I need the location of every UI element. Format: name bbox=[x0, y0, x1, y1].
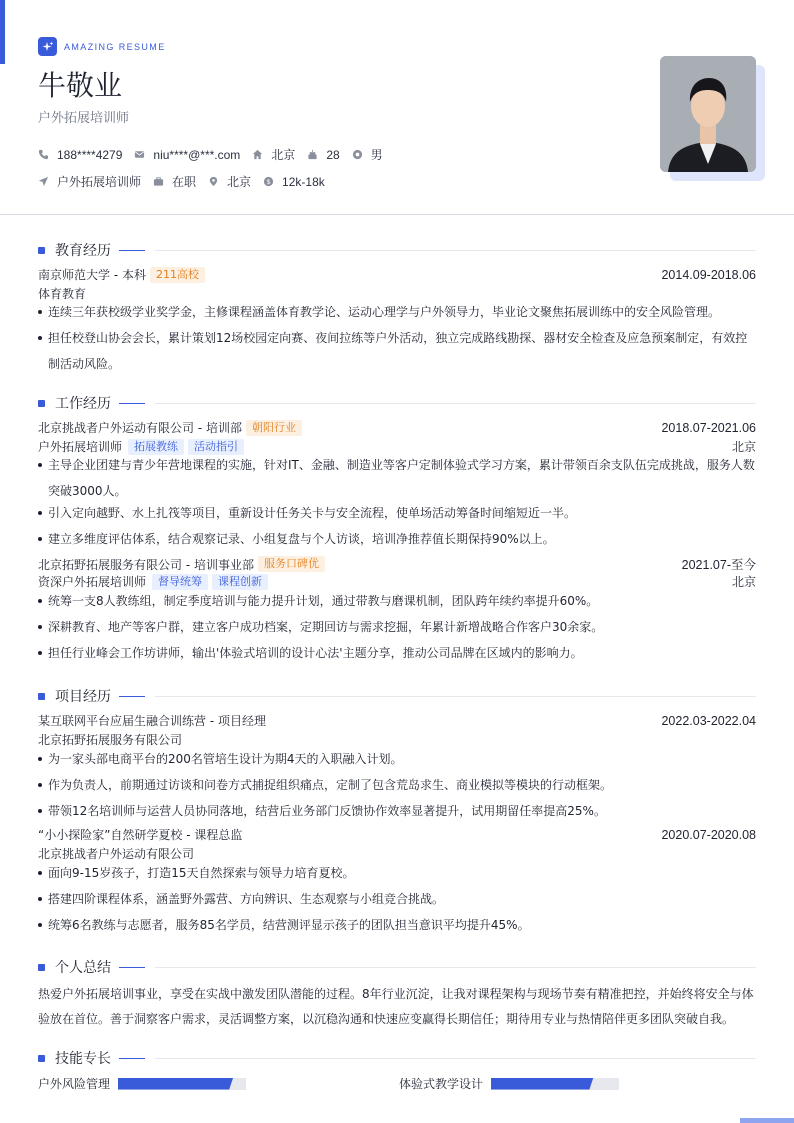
city-info: 北京 bbox=[252, 146, 295, 163]
company-tag: 服务口碑优 bbox=[258, 556, 325, 572]
list-item: 作为负责人，前期通过访谈和问卷方式捕捉组织痛点，定制了包含荒岛求生、商业模拟等模块的行动框架。 bbox=[38, 772, 756, 798]
email-info: niu****@***.com bbox=[134, 148, 240, 162]
skill-level-bar bbox=[491, 1078, 619, 1090]
work-city: 北京 bbox=[731, 575, 756, 589]
project-org: 北京拓野拓展服务有限公司 bbox=[38, 733, 183, 747]
work-city: 北京 bbox=[731, 440, 756, 454]
list-item: 担任校登山协会会长，累计策划12场校园定向赛、夜间拉练等户外活动，独立完成路线勘探、器材安全检查及应急预案制定，有效控制活动风险。 bbox=[38, 325, 756, 377]
salary-info: $ 12k-18k bbox=[263, 175, 325, 189]
education-section-header bbox=[38, 240, 756, 260]
contact-row bbox=[38, 146, 395, 163]
work-date: 2021.07-至今 bbox=[681, 558, 756, 572]
list-item: 统筹一支8人教练组，制定季度培训与能力提升计划，通过带教与磨课机制，团队跨年续约率提升60%。 bbox=[38, 588, 756, 614]
school-name: 南京师范大学 - 本科 bbox=[38, 268, 146, 282]
education-date: 2014.09-2018.06 bbox=[661, 267, 756, 282]
section-bullet-icon bbox=[38, 400, 45, 407]
job-intent-row bbox=[38, 173, 337, 190]
bottom-accent-bar bbox=[740, 1118, 794, 1123]
work-section-header bbox=[38, 393, 756, 413]
project-org: 北京挑战者户外运动有限公司 bbox=[38, 847, 195, 861]
list-item: 面向9-15岁孩子，打造15天自然探索与领导力培育夏校。 bbox=[38, 860, 756, 886]
mail-icon bbox=[134, 149, 145, 160]
project-date: 2022.03-2022.04 bbox=[661, 713, 756, 728]
brand-logo bbox=[38, 37, 166, 56]
skill-item bbox=[399, 1075, 619, 1092]
section-title: 项目经历 bbox=[55, 689, 111, 705]
gender-info: 男 bbox=[352, 146, 383, 163]
section-title: 工作经历 bbox=[55, 396, 111, 412]
summary-text: 热爱户外拓展培训事业，享受在实战中激发团队潜能的过程。8年行业沉淀，让我对课程架构与现场节奏有精准把控，并始终将安全与体验放在首位。善于洞察客户需求，灵活调整方案，以沉稳沟通和快速应变赢得长期信任；期待用专业与热情陪伴更多团队突破自我。 bbox=[38, 987, 754, 1026]
project-name: 某互联网平台应届生融合训练营 - 项目经理 bbox=[38, 714, 266, 728]
skill-name: 户外风险管理 bbox=[38, 1077, 111, 1091]
project-entry-header bbox=[38, 826, 756, 843]
skill-item bbox=[38, 1075, 246, 1092]
status-info: 在职 bbox=[153, 173, 196, 190]
role-tag: 活动指引 bbox=[188, 439, 244, 455]
list-item: 担任行业峰会工作坊讲师，输出'体验式培训的设计心法'主题分享，推动公司品牌在区域内的影响力。 bbox=[38, 640, 756, 666]
section-bullet-icon bbox=[38, 693, 45, 700]
section-bullet-icon bbox=[38, 1055, 45, 1062]
sparkle-icon bbox=[38, 37, 57, 56]
role-name: 资深户外拓展培训师 bbox=[38, 575, 147, 589]
list-item: 主导企业团建与青少年营地课程的实施，针对IT、金融、制造业等客户定制体验式学习方案，累计带领百余支队伍完成挑战，服务人数突破3000人。 bbox=[38, 452, 756, 504]
location-pin-icon bbox=[208, 176, 219, 187]
education-entry-header bbox=[38, 266, 756, 283]
list-item: 深耕教育、地产等客户群，建立客户成功档案，定期回访与需求挖掘，年累计新增战略合作客户30余家。 bbox=[38, 614, 756, 640]
gender-icon bbox=[352, 149, 363, 160]
briefcase-icon bbox=[153, 176, 164, 187]
job-target-info: 户外拓展培训师 bbox=[38, 173, 141, 190]
money-icon bbox=[263, 176, 274, 187]
list-item: 连续三年获校级学业奖学金，主修课程涵盖体育教学论、运动心理学与户外领导力，毕业论文聚焦拓展训练中的安全风险管理。 bbox=[38, 299, 756, 325]
project-entry-header bbox=[38, 712, 756, 729]
school-tag: 211高校 bbox=[150, 267, 205, 283]
send-icon bbox=[38, 176, 49, 187]
skills-section-header bbox=[38, 1048, 756, 1068]
phone-info: 188****4279 bbox=[38, 148, 122, 162]
resume-header bbox=[0, 0, 794, 215]
brand-logo-text: AMAZING RESUME bbox=[64, 41, 166, 52]
company-tag: 朝阳行业 bbox=[246, 420, 302, 436]
skill-level-bar bbox=[118, 1078, 246, 1090]
summary-section-header bbox=[38, 957, 756, 977]
age-info: 28 bbox=[307, 148, 339, 162]
projects-section-header bbox=[38, 686, 756, 706]
list-item: 搭建四阶课程体系，涵盖野外露营、方向辨识、生态观察与小组竞合挑战。 bbox=[38, 886, 756, 912]
list-item: 带领12名培训师与运营人员协同落地，结营后业务部门反馈协作效率显著提升，试用期留任率提高25%。 bbox=[38, 798, 756, 824]
work-entry-header bbox=[38, 555, 756, 573]
phone-icon bbox=[38, 149, 49, 160]
role-tag: 课程创新 bbox=[212, 574, 268, 590]
list-item: 统筹6名教练与志愿者，服务85名学员，结营测评显示孩子的团队担当意识平均提升45%。 bbox=[38, 912, 756, 938]
section-bullet-icon bbox=[38, 964, 45, 971]
project-date: 2020.07-2020.08 bbox=[661, 827, 756, 842]
skill-level-fill bbox=[118, 1078, 233, 1090]
role-name: 户外拓展培训师 bbox=[38, 440, 123, 454]
skill-name: 体验式教学设计 bbox=[399, 1077, 484, 1091]
home-icon bbox=[252, 149, 263, 160]
work-entry-header bbox=[38, 419, 756, 436]
list-item: 建立多维度评估体系，结合观察记录、小组复盘与个人访谈，培训净推荐值长期保持90%以上。 bbox=[38, 526, 756, 552]
cake-icon bbox=[307, 149, 318, 160]
candidate-title: 户外拓展培训师 bbox=[38, 111, 130, 126]
section-title: 教育经历 bbox=[55, 243, 111, 259]
company-name: 北京拓野拓展服务有限公司 - 培训事业部 bbox=[38, 557, 254, 572]
section-bullet-icon bbox=[38, 247, 45, 254]
skill-level-fill bbox=[491, 1078, 593, 1090]
work-date: 2018.07-2021.06 bbox=[661, 420, 756, 435]
major: 体育教育 bbox=[38, 287, 87, 301]
role-tag: 督导统筹 bbox=[152, 574, 208, 590]
list-item: 引入定向越野、水上扎筏等项目，重新设计任务关卡与安全流程，使单场活动筹备时间缩短近一半。 bbox=[38, 500, 756, 526]
project-name: “小小探险家”自然研学夏校 - 课程总监 bbox=[38, 828, 243, 842]
company-name: 北京挑战者户外运动有限公司 - 培训部 bbox=[38, 421, 242, 435]
svg-text:$: $ bbox=[266, 178, 271, 186]
avatar bbox=[660, 56, 756, 172]
location-info: 北京 bbox=[208, 173, 251, 190]
section-title: 技能专长 bbox=[55, 1051, 111, 1067]
candidate-name: 牛敬业 bbox=[38, 69, 123, 102]
role-tag: 拓展教练 bbox=[128, 439, 184, 455]
list-item: 为一家头部电商平台的200名管培生设计为期4天的入职融入计划。 bbox=[38, 746, 756, 772]
section-title: 个人总结 bbox=[55, 960, 111, 976]
